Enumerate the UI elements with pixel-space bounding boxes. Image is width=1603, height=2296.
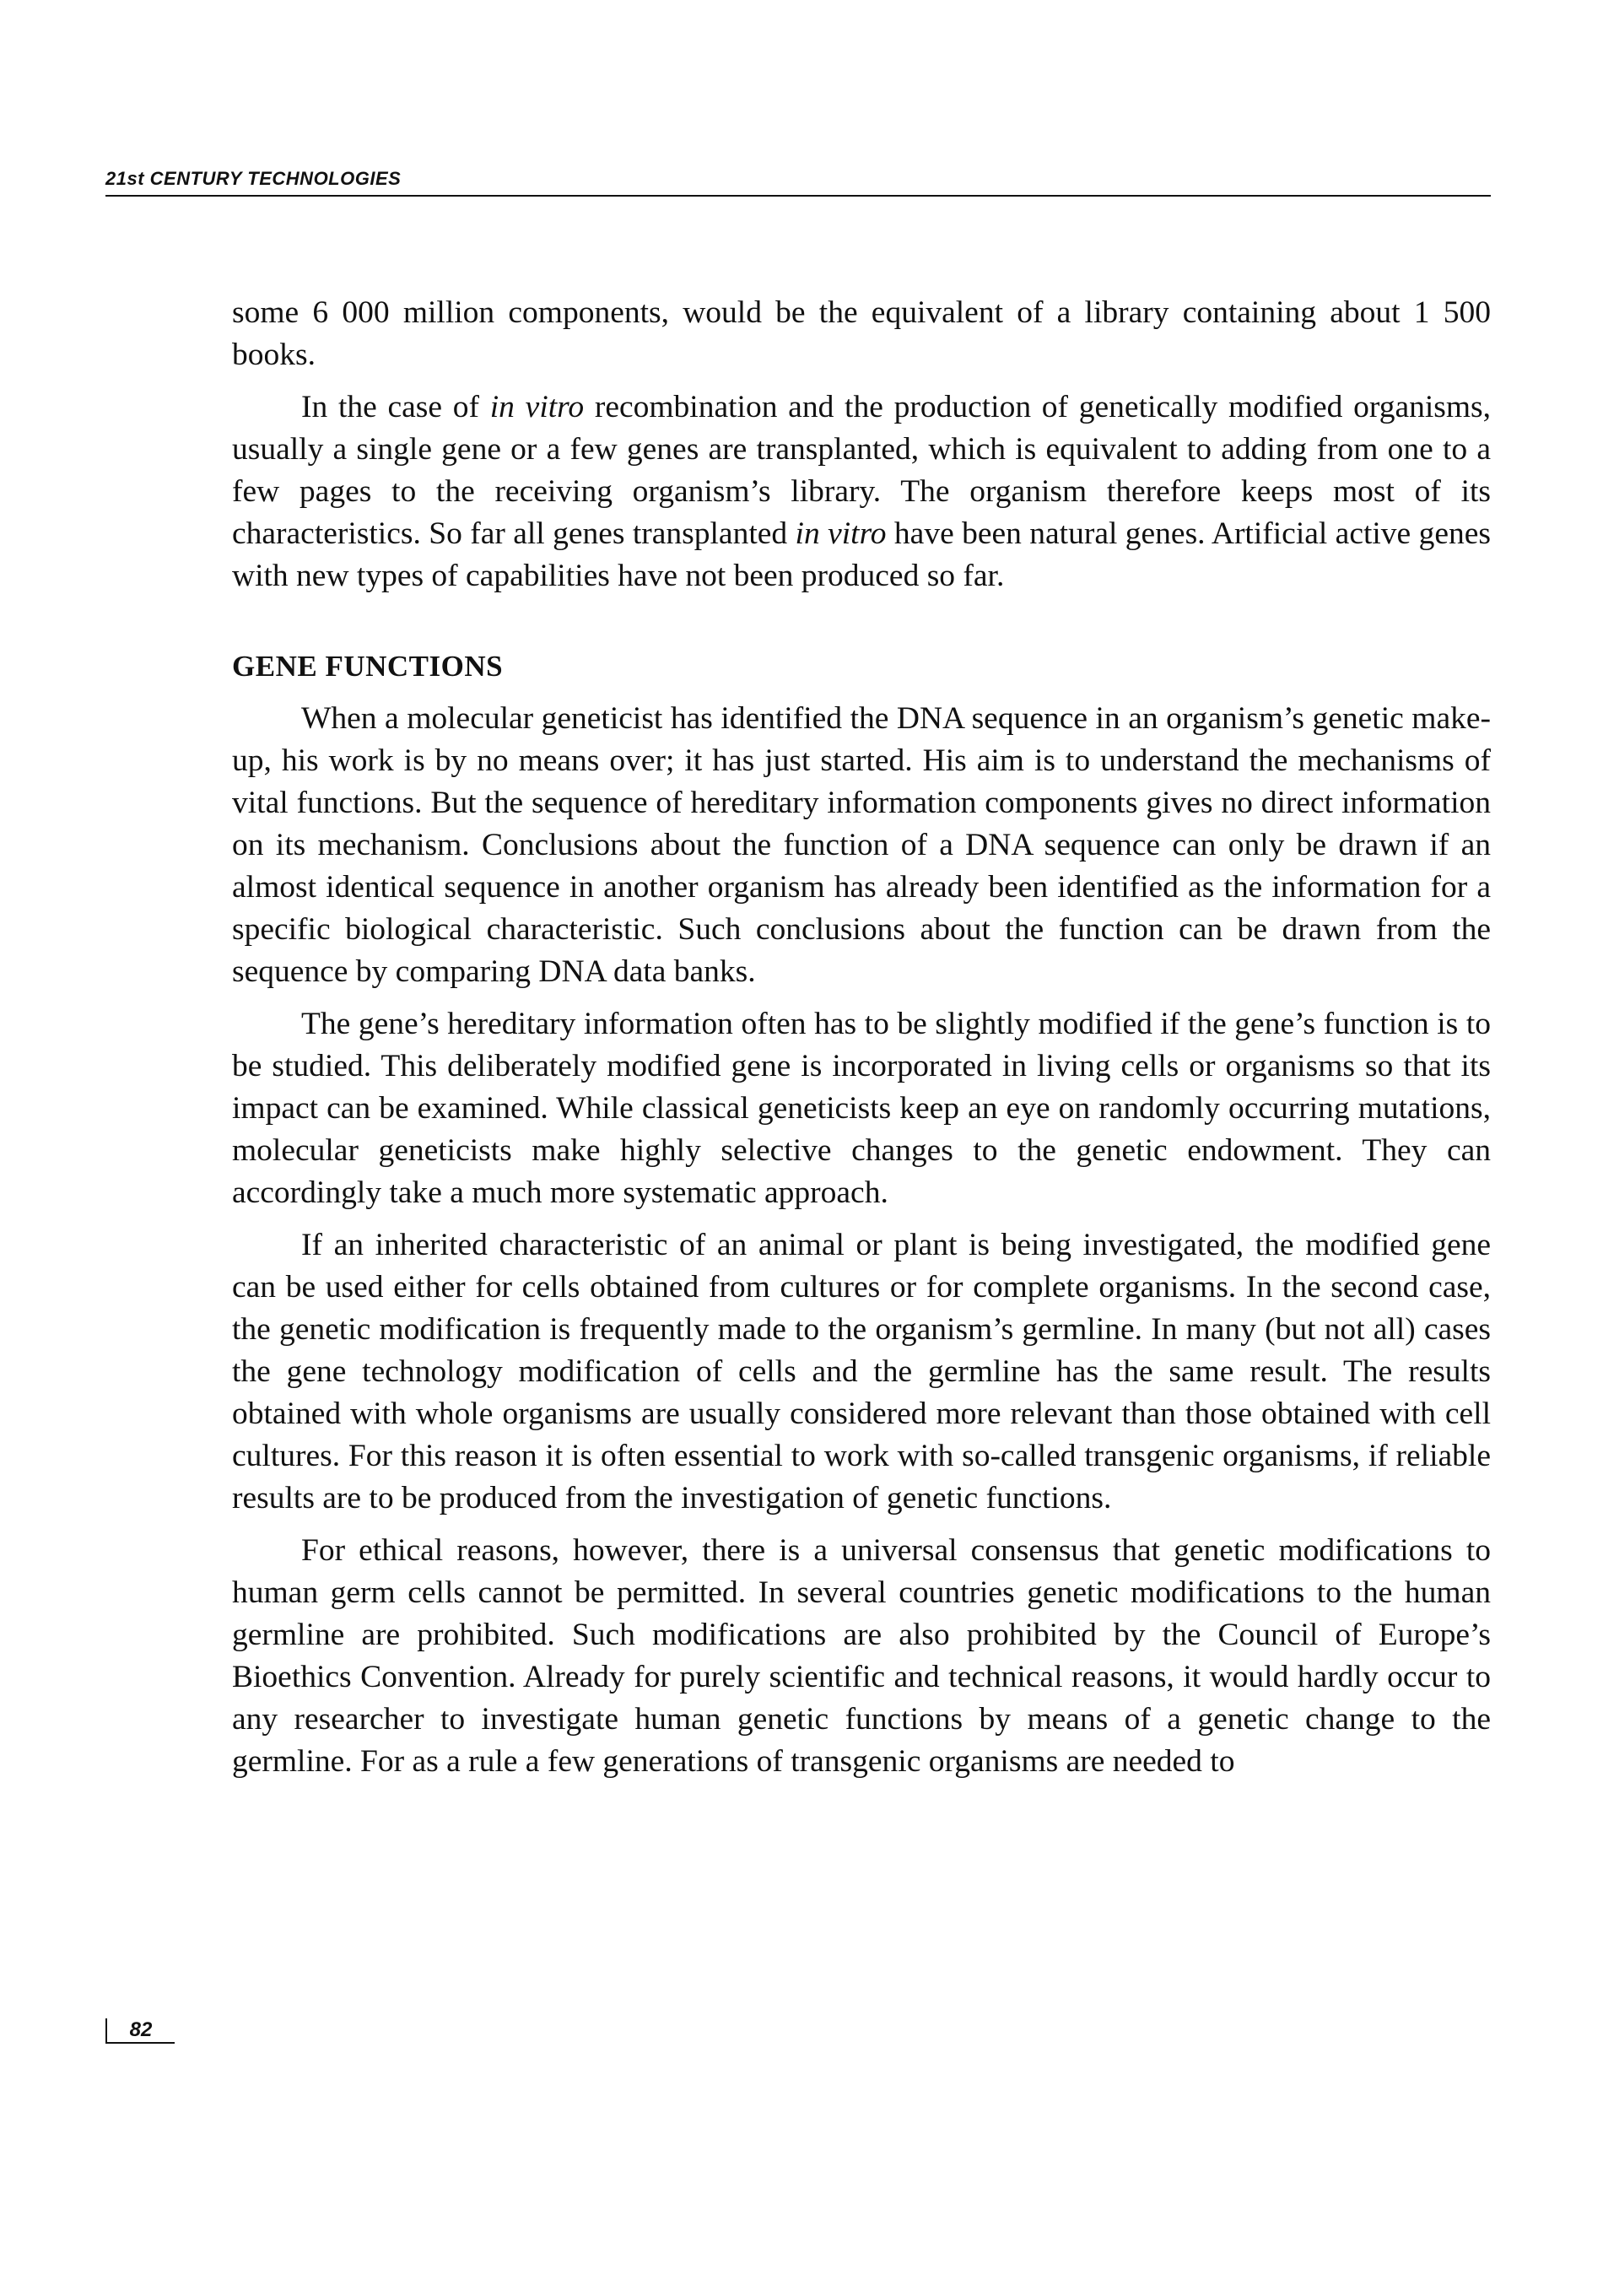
page-number: 82 <box>105 2018 175 2044</box>
paragraph-2-text-e: have been natural genes. Artificial active genes with new types of capabilities have not been produced so far. <box>232 516 1491 593</box>
paragraph-3: When a molecular geneticist has identified the DNA sequence in an organism’s genetic make-up, his work is by no means over; it has just started. His aim is to understand the mechanisms of vital functions. But the sequence of hereditary information components gives no direct information on its mechanism. Conclusions about the function of a DNA sequence can only be drawn if an almost identical sequence in another organism has already been identified as the information for a specific biological characteristic. Such conclusions about the function can be drawn from the sequence by comparing DNA data banks. <box>232 701 1491 989</box>
paragraph-5: If an inherited characteristic of an animal or plant is being investigated, the modified gene can be used either for cells obtained from cultures or for complete organisms. In the second case, the genetic modification is frequently made to the organism’s germline. In many (but not all) cases the gene technology modification of cells and the germline has the same result. The results obtained with whole organisms are usually considered more relevant than those obtained with cell cultures. For this reason it is often essential to work with so-called transgenic organisms, if reliable results are to be produced from the investigation of genetic functions. <box>232 1228 1491 1515</box>
paragraph-2-italic-in-vitro-2: in vitro <box>795 516 887 551</box>
paragraph-6: For ethical reasons, however, there is a universal consensus that genetic modifications to human germ cells cannot be permitted. In several countries genetic modifications to the human germline are prohibited. Such modifications are also prohibited by the Council of Europe’s Bioethics Convention. Already for purely scientific and technical reasons, it would hardly occur to any researcher to investigate human genetic functions by means of a genetic change to the germline. For as a rule a few generations of transgenic organisms are needed to <box>232 1533 1491 1779</box>
running-header: 21st CENTURY TECHNOLOGIES <box>105 168 402 189</box>
paragraph-2-italic-in-vitro-1: in vitro <box>489 390 585 424</box>
paragraph-2-text-a: In the case of <box>301 390 490 424</box>
section-heading: GENE FUNCTIONS <box>232 650 504 683</box>
paragraph-2 <box>232 386 1491 597</box>
page-body <box>232 292 1491 1783</box>
paragraph-2-text-c: recombination and the production of genetically modified organisms, usually a single gene or a few genes are transplanted, which is equivalent to adding from one to a few pages to the receiving organism’s library. The organism therefore keeps most of its characteristics. So far all genes transplanted <box>232 390 1491 551</box>
header-rule <box>105 195 1491 197</box>
paragraph-1: some 6 000 million components, would be the equivalent of a library containing about 1 500 books. <box>232 295 1491 372</box>
paragraph-4: The gene’s hereditary information often has to be slightly modified if the gene’s function is to be studied. This deliberately modified gene is incorporated in living cells or organisms so that its impact can be examined. While classical geneticists keep an eye on randomly occurring mutations, molecular geneticists make highly selective changes to the genetic endowment. They can accordingly take a much more systematic approach. <box>232 1007 1491 1210</box>
